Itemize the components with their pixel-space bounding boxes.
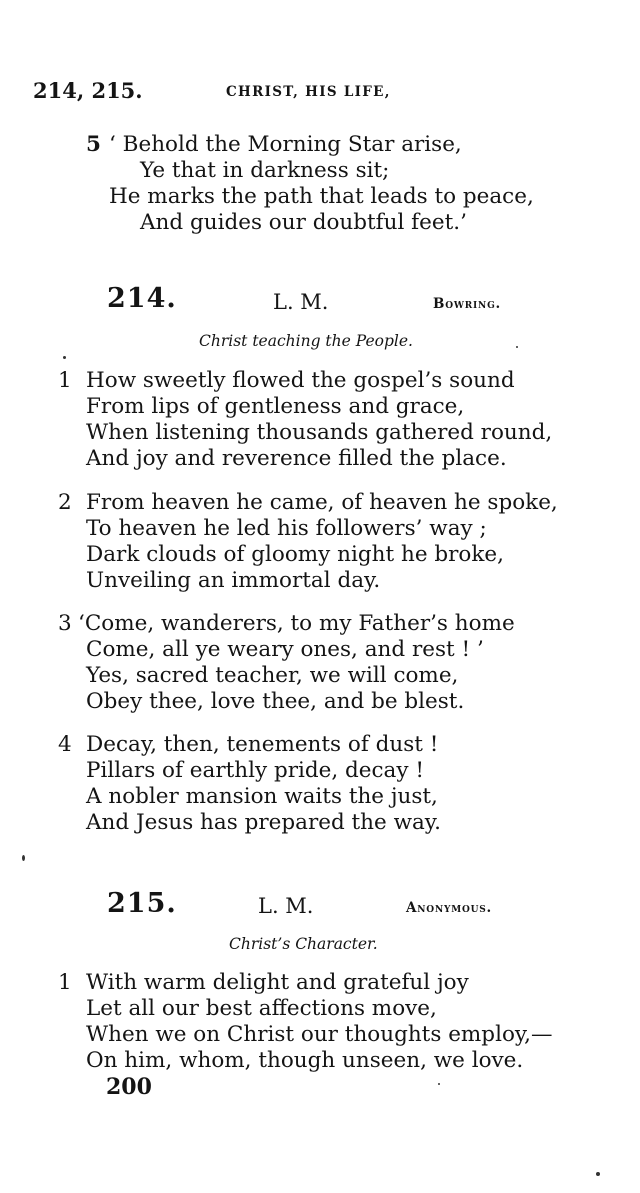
scan-speck	[22, 855, 25, 861]
verse-number: 4	[58, 732, 72, 757]
scan-speck	[438, 1083, 440, 1085]
scan-speck	[63, 356, 66, 359]
verse-line: He marks the path that leads to peace,	[109, 184, 534, 209]
verse-line: To heaven he led his followers’ way ;	[86, 516, 487, 541]
verse-line: Dark clouds of gloomy night he broke,	[86, 542, 504, 567]
verse-line: Yes, sacred teacher, we will come,	[86, 663, 459, 688]
verse-number: 1	[58, 970, 72, 995]
verse-line: Unveiling an immortal day.	[86, 568, 381, 593]
verse-number: 3	[58, 611, 72, 636]
verse-line: Decay, then, tenements of dust !	[86, 732, 439, 757]
running-title: CHRIST, HIS LIFE,	[226, 84, 391, 100]
hymn-author: Anonymous.	[406, 900, 493, 916]
hymn-author: Bowring.	[433, 296, 502, 312]
verse-line: On him, whom, though unseen, we love.	[86, 1048, 524, 1073]
scan-speck	[516, 346, 518, 348]
verse-line: And guides our doubtful feet.’	[140, 210, 467, 235]
verse-line: ‘ Behold the Morning Star arise,	[109, 132, 462, 157]
page-numbers: 214, 215.	[33, 78, 143, 103]
hymn-meter: L. M.	[258, 894, 314, 918]
hymn-subtitle: Christ’s Character.	[229, 935, 378, 953]
verse-line: How sweetly flowed the gospel’s sound	[86, 368, 515, 393]
verse-line: And joy and reverence filled the place.	[86, 446, 507, 471]
verse-line: Pillars of earthly pride, decay !	[86, 758, 424, 783]
verse-line: From lips of gentleness and grace,	[86, 394, 465, 419]
verse-line: Obey thee, love thee, and be blest.	[86, 689, 465, 714]
page-folio: 200	[106, 1074, 152, 1100]
scan-speck	[596, 1172, 600, 1176]
verse-line: Ye that in darkness sit;	[140, 158, 390, 183]
verse-line: With warm delight and grateful joy	[86, 970, 469, 995]
verse-line: When listening thousands gathered round,	[86, 420, 553, 445]
verse-line: ‘Come, wanderers, to my Father’s home	[78, 611, 515, 636]
verse-line: A nobler mansion waits the just,	[86, 784, 438, 809]
hymn-number: 214.	[107, 283, 177, 314]
verse-number: 1	[58, 368, 72, 393]
hymn-subtitle: Christ teaching the People.	[199, 332, 413, 350]
verse-line: From heaven he came, of heaven he spoke,	[86, 490, 558, 515]
verse-line: And Jesus has prepared the way.	[86, 810, 441, 835]
verse-line: When we on Christ our thoughts employ,—	[86, 1022, 553, 1047]
verse-line: Let all our best affections move,	[86, 996, 437, 1021]
verse-line: Come, all ye weary ones, and rest ! ’	[86, 637, 484, 662]
hymn-meter: L. M.	[273, 290, 329, 314]
verse-number: 2	[58, 490, 72, 515]
verse-number: 5	[86, 132, 101, 157]
hymn-number: 215.	[107, 888, 177, 919]
